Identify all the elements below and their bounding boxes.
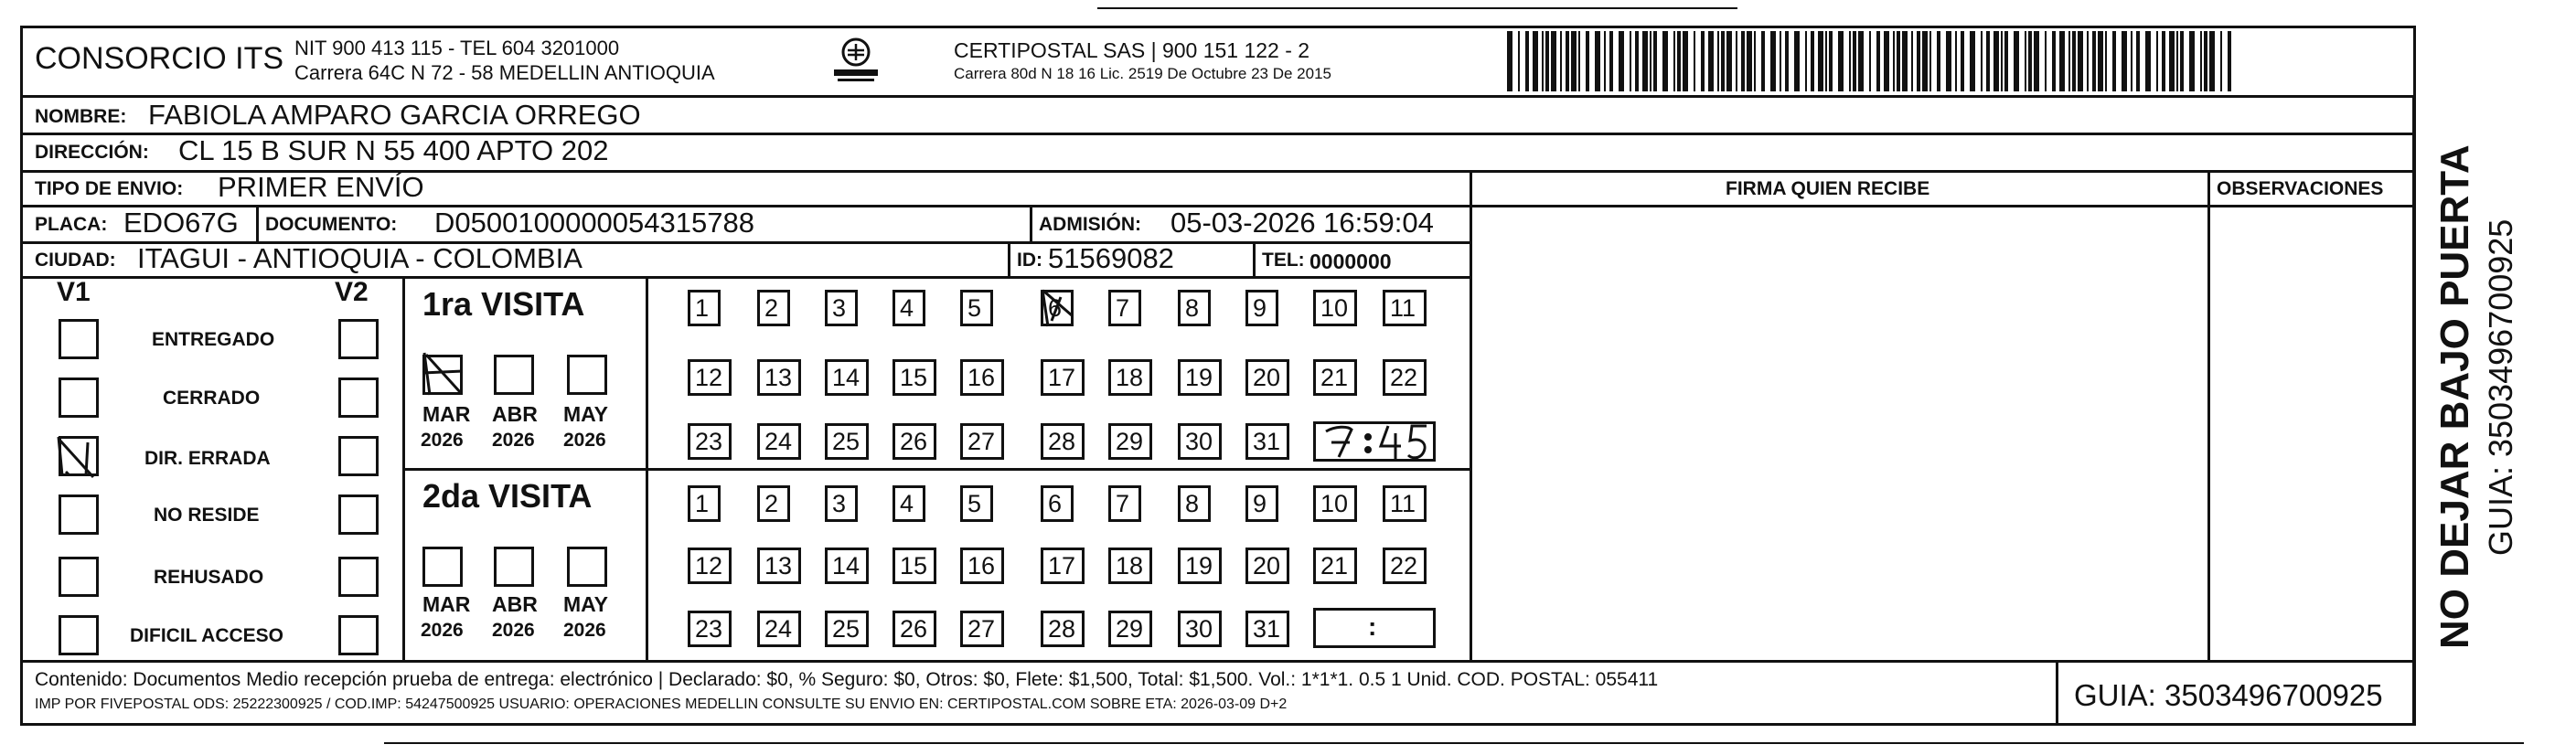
first-visit-day-22[interactable]: 22	[1383, 359, 1427, 396]
check-mark-mar	[417, 347, 470, 400]
footer-contents-line: Contenido: Documentos Medio recepción prueba de entrega: electrónico | Declarado: $0, % Seguro: $0, Otros: $0, Flete: $1,500, Total: $1,500. Vol.: 1*1*1. 0.5 1 Unid. COD. POSTAL: 055411	[35, 669, 1659, 690]
v2-checkbox-dir-errada[interactable]	[338, 436, 379, 476]
scan-line	[1097, 7, 1737, 9]
first-visit-day-3[interactable]: 3	[825, 290, 858, 326]
status-label-entregado: ENTREGADO	[152, 329, 275, 350]
second-visit-day-13[interactable]: 13	[757, 548, 801, 584]
v1-checkbox-no-reside[interactable]	[59, 494, 99, 535]
first-visit-day-16[interactable]: 16	[960, 359, 1004, 396]
second-visit-year-abr: 2026	[492, 620, 535, 641]
ciudad-value: ITAGUI - ANTIOQUIA - COLOMBIA	[137, 242, 583, 274]
second-visit-month-checkbox-may[interactable]	[567, 547, 607, 587]
first-visit-day-mark	[1035, 284, 1079, 332]
cell-divider	[1253, 241, 1256, 278]
v1-header: V1	[57, 277, 91, 307]
second-visit-day-21[interactable]: 21	[1313, 548, 1357, 584]
second-visit-day-12[interactable]: 12	[688, 548, 732, 584]
documento-label: DOCUMENTO:	[265, 214, 398, 235]
firma-column-divider	[1470, 170, 1472, 662]
v1-checkbox-cerrado[interactable]	[59, 378, 99, 418]
first-visit-day-18[interactable]: 18	[1108, 359, 1152, 396]
v2-checkbox-rehusado[interactable]	[338, 557, 379, 597]
second-visit-day-27[interactable]: 27	[960, 611, 1004, 647]
status-label-no-reside: NO RESIDE	[154, 505, 260, 526]
ciudad-label: CIUDAD:	[35, 250, 116, 271]
first-visit-day-13[interactable]: 13	[757, 359, 801, 396]
admision-label: ADMISIÓN:	[1039, 214, 1141, 235]
first-visit-year-abr: 2026	[492, 430, 535, 451]
row-divider	[20, 276, 1470, 279]
footer-guia-number: GUIA: 3503496700925	[2074, 678, 2383, 712]
barcode-bars	[1507, 31, 2239, 91]
second-visit-day-4[interactable]: 4	[893, 485, 925, 522]
company-name: CONSORCIO ITS	[35, 41, 284, 76]
v2-header: V2	[335, 277, 369, 307]
first-visit-day-21[interactable]: 21	[1313, 359, 1357, 396]
first-visit-day-9[interactable]: 9	[1245, 290, 1278, 326]
second-visit-day-22[interactable]: 22	[1383, 548, 1427, 584]
visits-divider	[402, 468, 1470, 471]
second-visit-month-checkbox-mar[interactable]	[422, 547, 463, 587]
second-visit-label: 2da VISITA	[422, 477, 593, 515]
first-visit-month-abr: ABR	[492, 402, 538, 426]
first-visit-day-17[interactable]: 17	[1041, 359, 1085, 396]
v2-checkbox-entregado[interactable]	[338, 319, 379, 359]
second-visit-day-26[interactable]: 26	[893, 611, 936, 647]
v1-checkbox-entregado[interactable]	[59, 319, 99, 359]
cell-divider	[1030, 205, 1032, 243]
second-visit-day-24[interactable]: 24	[757, 611, 801, 647]
v1-checkbox-dificil-acceso[interactable]	[59, 615, 99, 655]
first-visit-day-30[interactable]: 30	[1178, 423, 1222, 460]
first-visit-day-31[interactable]: 31	[1245, 423, 1289, 460]
first-visit-day-25[interactable]: 25	[825, 423, 869, 460]
first-visit-month-checkbox-may[interactable]	[567, 355, 607, 395]
second-visit-month-abr: ABR	[492, 592, 538, 616]
tel-label: TEL:	[1262, 250, 1305, 271]
status-label-cerrado: CERRADO	[163, 388, 261, 409]
second-visit-day-5[interactable]: 5	[960, 485, 993, 522]
header-divider	[20, 95, 2416, 98]
placa-value: EDO67G	[123, 207, 239, 239]
first-visit-label: 1ra VISITA	[422, 285, 585, 323]
second-visit-day-7[interactable]: 7	[1108, 485, 1141, 522]
check-mark-dir-errada	[51, 430, 106, 484]
first-visit-day-4[interactable]: 4	[893, 290, 925, 326]
second-visit-day-19[interactable]: 19	[1178, 548, 1222, 584]
barcode	[1507, 31, 2239, 91]
first-visit-day-11[interactable]: 11	[1383, 290, 1427, 326]
second-visit-day-1[interactable]: 1	[688, 485, 721, 522]
firma-column-header: FIRMA QUIEN RECIBE	[1726, 178, 1930, 199]
id-label: ID:	[1017, 250, 1042, 271]
first-visit-day-14[interactable]: 14	[825, 359, 869, 396]
first-visit-day-15[interactable]: 15	[893, 359, 936, 396]
second-visit-day-28[interactable]: 28	[1041, 611, 1085, 647]
id-value: 51569082	[1048, 242, 1174, 274]
first-visit-day-8[interactable]: 8	[1178, 290, 1211, 326]
tipo-envio-label: TIPO DE ENVIO:	[35, 178, 184, 199]
second-visit-day-25[interactable]: 25	[825, 611, 869, 647]
first-visit-day-27[interactable]: 27	[960, 423, 1004, 460]
second-visit-day-20[interactable]: 20	[1245, 548, 1289, 584]
status-label-rehusado: REHUSADO	[154, 567, 264, 588]
side-warning-text: NO DEJAR BAJO PUERTA	[2432, 144, 2477, 649]
second-visit-month-may: MAY	[563, 592, 608, 616]
direccion-label: DIRECCIÓN:	[35, 142, 149, 163]
first-visit-day-24[interactable]: 24	[757, 423, 801, 460]
first-visit-day-23[interactable]: 23	[688, 423, 732, 460]
nombre-label: NOMBRE:	[35, 106, 127, 127]
nombre-value: FABIOLA AMPARO GARCIA ORREGO	[148, 99, 641, 131]
footer-guia-divider	[2056, 660, 2058, 726]
first-visit-day-7[interactable]: 7	[1108, 290, 1141, 326]
certipostal-logo	[828, 35, 883, 86]
second-visit-day-18[interactable]: 18	[1108, 548, 1152, 584]
first-visit-year-mar: 2026	[421, 430, 464, 451]
v1-checkbox-rehusado[interactable]	[59, 557, 99, 597]
second-visit-day-29[interactable]: 29	[1108, 611, 1152, 647]
second-visit-day-9[interactable]: 9	[1245, 485, 1278, 522]
status-label-dificil-acceso: DIFICIL ACCESO	[130, 625, 284, 646]
cell-divider	[1008, 241, 1010, 278]
first-visit-month-may: MAY	[563, 402, 608, 426]
company-address: Carrera 64C N 72 - 58 MEDELLIN ANTIOQUIA	[294, 61, 715, 84]
cell-divider	[256, 205, 259, 243]
second-visit-year-may: 2026	[563, 620, 606, 641]
v2-checkbox-cerrado[interactable]	[338, 378, 379, 418]
second-visit-day-14[interactable]: 14	[825, 548, 869, 584]
second-visit-day-15[interactable]: 15	[893, 548, 936, 584]
v2-checkbox-no-reside[interactable]	[338, 494, 379, 535]
second-visit-day-8[interactable]: 8	[1178, 485, 1211, 522]
placa-label: PLACA:	[35, 214, 108, 235]
documento-value: D0500100000054315788	[434, 207, 754, 239]
first-visit-day-1[interactable]: 1	[688, 290, 721, 326]
tel-value: 0000000	[1309, 250, 1392, 273]
admision-value: 05-03-2026 16:59:04	[1170, 207, 1434, 239]
courier-address: Carrera 80d N 18 16 Lic. 2519 De Octubre 23 De 2015	[954, 65, 1331, 82]
second-visit-day-31[interactable]: 31	[1245, 611, 1289, 647]
second-visit-day-3[interactable]: 3	[825, 485, 858, 522]
second-visit-day-10[interactable]: 10	[1313, 485, 1357, 522]
direccion-value: CL 15 B SUR N 55 400 APTO 202	[178, 134, 609, 166]
observaciones-column-divider	[2207, 170, 2210, 662]
first-visit-day-19[interactable]: 19	[1178, 359, 1222, 396]
courier-name: CERTIPOSTAL SAS | 900 151 122 - 2	[954, 38, 1310, 62]
second-visit-day-11[interactable]: 11	[1383, 485, 1427, 522]
side-column-divider	[2412, 95, 2415, 726]
second-visit-day-16[interactable]: 16	[960, 548, 1004, 584]
first-visit-day-6[interactable]: 6	[1041, 290, 1074, 326]
tipo-envio-value: PRIMER ENVÍO	[218, 171, 424, 203]
first-visit-month-mar: MAR	[422, 402, 471, 426]
first-visit-month-checkbox-abr[interactable]	[494, 355, 534, 395]
second-visit-time-value: :	[1368, 612, 1377, 641]
second-visit-month-mar: MAR	[422, 592, 471, 616]
observaciones-column-header: OBSERVACIONES	[2217, 178, 2384, 199]
first-visit-day-2[interactable]: 2	[757, 290, 790, 326]
scan-line	[384, 742, 2524, 744]
second-visit-day-17[interactable]: 17	[1041, 548, 1085, 584]
first-visit-day-29[interactable]: 29	[1108, 423, 1152, 460]
second-visit-day-6[interactable]: 6	[1041, 485, 1074, 522]
first-visit-day-10[interactable]: 10	[1313, 290, 1357, 326]
status-label-dir-errada: DIR. ERRADA	[144, 448, 271, 469]
first-visit-day-5[interactable]: 5	[960, 290, 993, 326]
first-visit-day-20[interactable]: 20	[1245, 359, 1289, 396]
second-visit-day-2[interactable]: 2	[757, 485, 790, 522]
side-guia-text: GUIA: 3503496700925	[2482, 218, 2519, 556]
first-visit-time-handwriting	[1317, 417, 1438, 464]
first-visit-day-12[interactable]: 12	[688, 359, 732, 396]
second-visit-year-mar: 2026	[421, 620, 464, 641]
first-visit-day-26[interactable]: 26	[893, 423, 936, 460]
first-visit-year-may: 2026	[563, 430, 606, 451]
second-visit-day-23[interactable]: 23	[688, 611, 732, 647]
first-visit-day-28[interactable]: 28	[1041, 423, 1085, 460]
nit-line: NIT 900 413 115 - TEL 604 3201000	[294, 37, 620, 59]
v2-checkbox-dificil-acceso[interactable]	[338, 615, 379, 655]
second-visit-month-checkbox-abr[interactable]	[494, 547, 534, 587]
second-visit-day-30[interactable]: 30	[1178, 611, 1222, 647]
footer-print-line: IMP POR FIVEPOSTAL ODS: 25222300925 / COD.IMP: 54247500925 USUARIO: OPERACIONES MEDELLIN CONSULTE SU ENVIO EN: CERTIPOSTAL.COM SOBRE ETA: 2026-03-09 D+2	[35, 697, 1288, 712]
